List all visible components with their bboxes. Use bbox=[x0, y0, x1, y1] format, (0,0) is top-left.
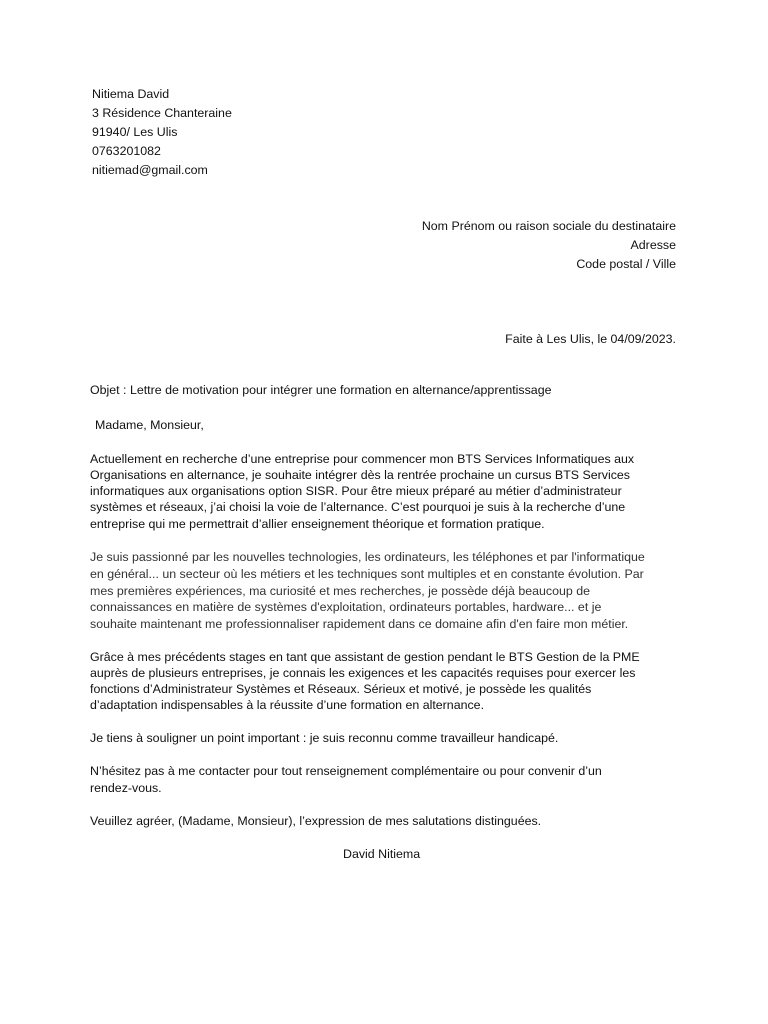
signature: David Nitiema bbox=[343, 847, 421, 861]
salutation: Madame, Monsieur, bbox=[95, 418, 204, 432]
paragraph-line: rendez-vous. bbox=[90, 781, 162, 795]
sender-phone: 0763201082 bbox=[92, 144, 161, 158]
sender-name: Nitiema David bbox=[92, 87, 170, 101]
paragraph-line: Actuellement en recherche d’une entreprise pour commencer mon BTS Services Informatiques aux bbox=[90, 452, 635, 466]
sender-email: nitiemad@gmail.com bbox=[92, 163, 208, 177]
subject-line: Objet : Lettre de motivation pour intégrer une formation en alternance/apprentissage bbox=[90, 383, 552, 397]
paragraph-line: Je tiens à souligner un point important : je suis reconnu comme travailleur handicapé. bbox=[90, 731, 559, 745]
paragraph-line: entreprise qui me permettrait d’allier enseignement théorique et formation pratique. bbox=[90, 517, 545, 531]
paragraph-line: N’hésitez pas à me contacter pour tout renseignement complémentaire ou pour convenir d’un bbox=[90, 764, 602, 778]
recipient-postal: Code postal / Ville bbox=[576, 257, 676, 271]
sender-address: 3 Résidence Chanteraine bbox=[92, 106, 232, 120]
date-line: Faite à Les Ulis, le 04/09/2023. bbox=[505, 332, 676, 346]
paragraph-line: Grâce à mes précédents stages en tant que assistant de gestion pendant le BTS Gestion de la PME bbox=[90, 650, 640, 664]
paragraph-line: Je suis passionné par les nouvelles technologies, les ordinateurs, les téléphones et par l'informatique bbox=[90, 550, 645, 564]
recipient-address: Adresse bbox=[630, 238, 676, 252]
recipient-name: Nom Prénom ou raison sociale du destinataire bbox=[421, 219, 676, 233]
paragraph-line: informatiques aux organisations option SISR. Pour être mieux préparé au métier d’administrateur bbox=[90, 484, 622, 498]
paragraph-line: systèmes et réseaux, j’ai choisi la voie de l’alternance. C’est pourquoi je suis à la recherche d’une bbox=[90, 500, 626, 514]
paragraph-line: mes premières expériences, ma curiosité et mes recherches, je possède déjà beaucoup de bbox=[90, 584, 591, 598]
paragraph-line: d’adaptation indispensables à la réussite d’une formation en alternance. bbox=[90, 698, 485, 712]
paragraph-line: connaissances en matière de systèmes d'exploitation, ordinateurs portables, hardware... et je bbox=[90, 600, 602, 614]
paragraph-line: Veuillez agréer, (Madame, Monsieur), l’expression de mes salutations distinguées. bbox=[90, 814, 542, 828]
paragraph-line: fonctions d’Administrateur Systèmes et Réseaux. Sérieux et motivé, je possède les qualités bbox=[90, 682, 592, 696]
paragraph-line: auprès de plusieurs entreprises, je connais les exigences et les capacités requises pour exercer les bbox=[90, 666, 636, 680]
paragraph-line: souhaite maintenant me professionnaliser rapidement dans ce domaine afin d'en faire mon métier. bbox=[90, 617, 629, 631]
sender-city: 91940/ Les Ulis bbox=[92, 125, 178, 139]
paragraph-line: Organisations en alternance, je souhaite intégrer dès la rentrée prochaine un cursus BTS Services bbox=[90, 468, 630, 482]
paragraph-line: en général... un secteur où les métiers et les techniques sont multiples et en constante évolution. Par bbox=[90, 567, 644, 581]
